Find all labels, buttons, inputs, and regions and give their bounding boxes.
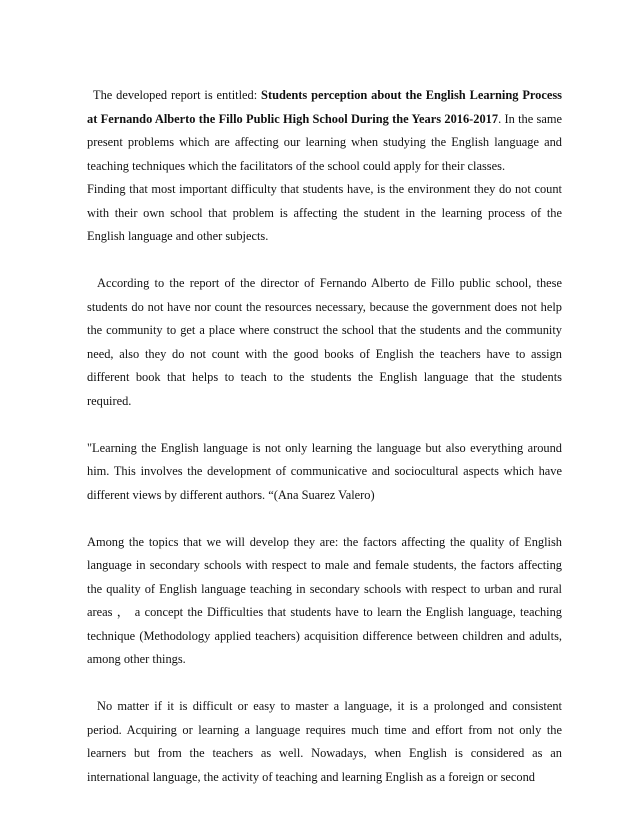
paragraph-spacer — [87, 672, 562, 696]
report-title-bold: Students perception about the English Learning Process at Fernando Alberto the Fillo Public High School During the Years 2016-2017 — [87, 88, 563, 126]
report-intro-rest: . In the same present problems which are affecting our learning when studying the English language and teaching techniques which the facilitators of the school could apply for their classes. — [87, 111, 562, 173]
paragraph-quote: "Learning the English language is not only learning the language but also everything around him. This involves the development of communicative and sociocultural aspects which have different views by different authors. “(Ana Suarez Valero) — [87, 440, 562, 502]
paragraph-topics: Among the topics that we will develop they are: the factors affecting the quality of English language in secondary schools with respect to male and female students, the factors affecting the quality of English language teaching in secondary schools with respect to urban and rural areas ， a concept the Difficulties that students have to learn the English language, teaching technique (Methodology applied teachers) acquisition difference between children and adults, among other things. — [87, 534, 562, 666]
paragraph-spacer — [87, 507, 562, 531]
paragraph-spacer — [87, 249, 562, 273]
document-page — [87, 84, 562, 789]
paragraph-spacer — [87, 413, 562, 437]
paragraph-difficulty: Finding that most important difficulty that students have, is the environment they do not count with their own school that problem is affecting the student in the learning process of the English language and other subjects. — [87, 182, 562, 243]
paragraph-report-title — [87, 84, 562, 178]
report-intro-text: The developed report is entitled: — [93, 88, 262, 102]
paragraph-director-report: According to the report of the director of Fernando Alberto de Fillo public school, these students do not have nor count the resources necessary, because the government does not help the community to get a place where construct the school that the students and the community need, also they do not count with the good books of English the teachers have to assign different book that helps to teach to the students the English language that the students required. — [87, 276, 562, 408]
paragraph-language-mastery: No matter if it is difficult or easy to master a language, it is a prolonged and consistent period. Acquiring or learning a language requires much time and effort from not only the learners but from the teachers as well. Nowadays, when English is considered as an international language, the activity of teaching and learning English as a foreign or second — [87, 699, 562, 784]
